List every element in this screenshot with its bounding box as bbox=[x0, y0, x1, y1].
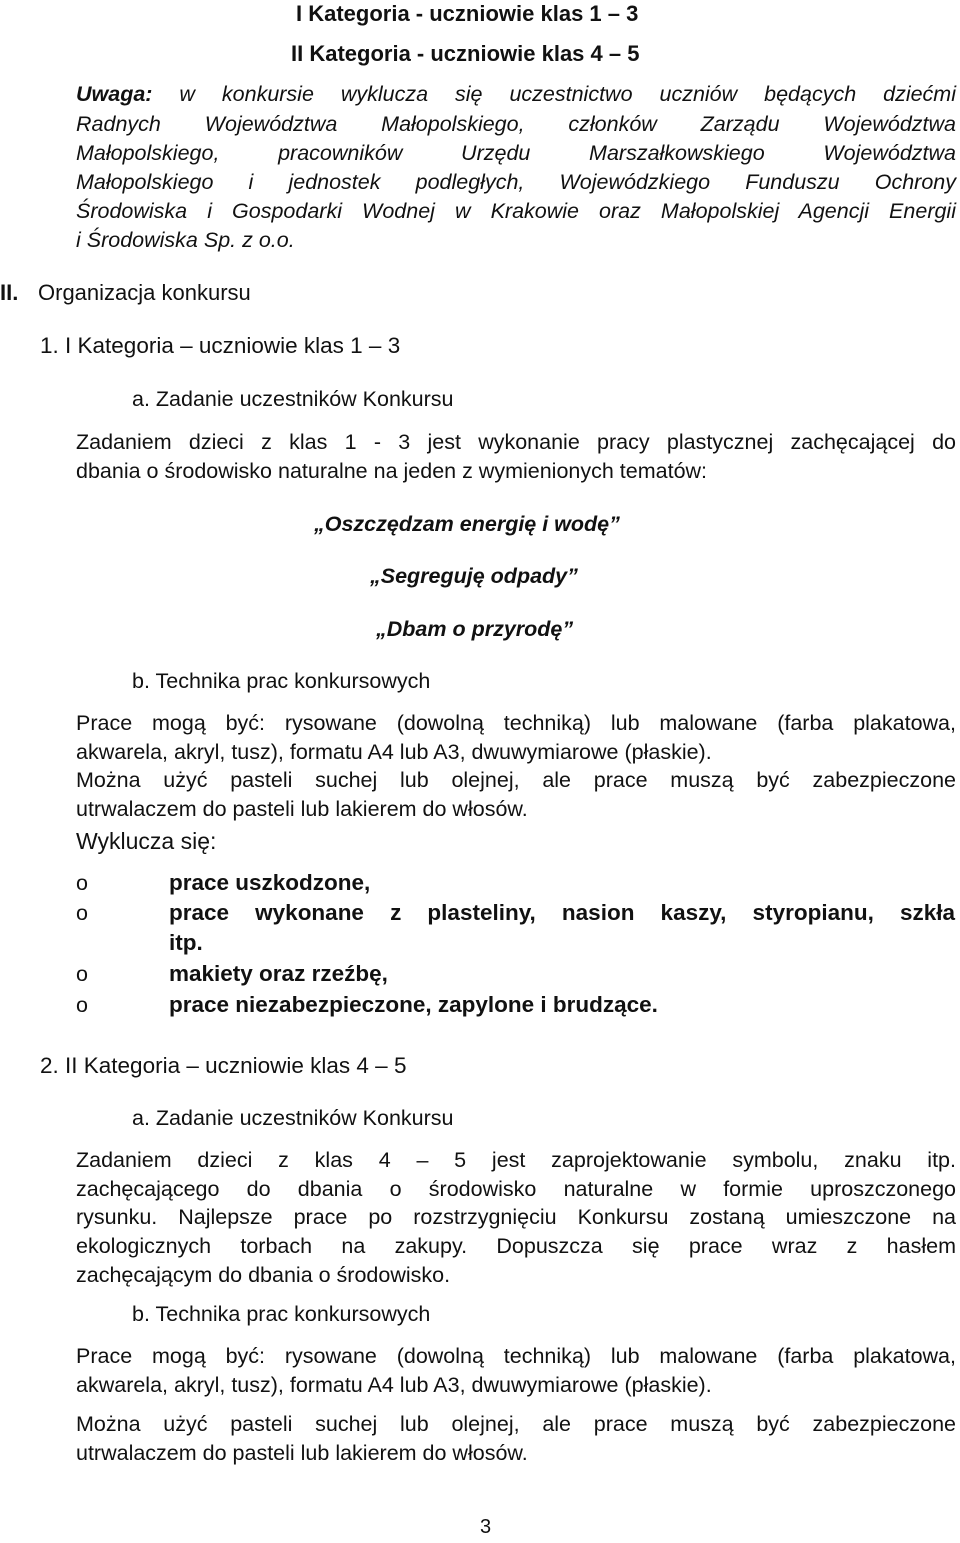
cat2-tech-line-2: akwarela, akryl, tusz), formatu A4 lub A3, dwuwymiarowe (płaskie). bbox=[76, 1373, 712, 1397]
note-line-5: Środowiska i Gospodarki Wodnej w Krakowie oraz Małopolskiej Agencji Energii bbox=[76, 199, 956, 223]
bullet-2: o bbox=[76, 901, 88, 925]
note-text-1: w konkursie wyklucza się uczestnictwo uczniów będących dziećmi bbox=[179, 82, 956, 106]
theme-2: „Segreguję odpady” bbox=[370, 564, 578, 588]
cat2-tech-heading: b. Technika prac konkursowych bbox=[132, 1302, 431, 1326]
excluded-heading: Wyklucza się: bbox=[76, 828, 217, 854]
note-line-1 bbox=[76, 84, 956, 106]
cat2-task-line-2: zachęcającego do dbania o środowisko naturalne w formie uproszczonego bbox=[76, 1177, 956, 1201]
excluded-item-2-cont: itp. bbox=[169, 930, 203, 955]
note-label: Uwaga: bbox=[76, 82, 153, 106]
theme-3: „Dbam o przyrodę” bbox=[376, 617, 574, 641]
cat2-task-heading: a. Zadanie uczestników Konkursu bbox=[132, 1106, 454, 1130]
bullet-4: o bbox=[76, 993, 88, 1017]
cat1-tech-line-4: utrwalaczem do pasteli lub lakierem do włosów. bbox=[76, 797, 528, 821]
bullet-1: o bbox=[76, 871, 88, 895]
note-line-2: Radnych Województwa Małopolskiego, członków Zarządu Województwa bbox=[76, 112, 956, 136]
cat1-tech-line-3: Można użyć pasteli suchej lub olejnej, ale prace muszą być zabezpieczone bbox=[76, 768, 956, 792]
cat2-heading: 2. II Kategoria – uczniowie klas 4 – 5 bbox=[40, 1053, 407, 1078]
cat2-tech-line-1: Prace mogą być: rysowane (dowolną techniką) lub malowane (farba plakatowa, bbox=[76, 1344, 956, 1368]
cat1-task-line-1: Zadaniem dzieci z klas 1 - 3 jest wykonanie pracy plastycznej zachęcającej do bbox=[76, 430, 956, 454]
excluded-item-4: prace niezabezpieczone, zapylone i brudzące. bbox=[169, 992, 658, 1017]
cat1-tech-line-1: Prace mogą być: rysowane (dowolną techniką) lub malowane (farba plakatowa, bbox=[76, 711, 956, 735]
note-line-3: Małopolskiego, pracowników Urzędu Marszałkowskiego Województwa bbox=[76, 141, 956, 165]
cat2-task-line-3: rysunku. Najlepsze prace po rozstrzygnięciu Konkursu zostaną umieszczone na bbox=[76, 1205, 956, 1229]
cat2-tech-line-4: utrwalaczem do pasteli lub lakierem do włosów. bbox=[76, 1441, 528, 1465]
page-number: 3 bbox=[480, 1516, 492, 1538]
theme-1: „Oszczędzam energię i wodę” bbox=[314, 512, 620, 536]
cat2-tech-line-3: Można użyć pasteli suchej lub olejnej, ale prace muszą być zabezpieczone bbox=[76, 1412, 956, 1436]
cat2-task-line-1: Zadaniem dzieci z klas 4 – 5 jest zaprojektowanie symbolu, znaku itp. bbox=[76, 1148, 956, 1172]
cat1-task-heading: a. Zadanie uczestników Konkursu bbox=[132, 387, 454, 411]
cat1-heading: 1. I Kategoria – uczniowie klas 1 – 3 bbox=[40, 333, 401, 358]
cat2-task-line-4: ekologicznych torbach na zakupy. Dopuszcza się prace wraz z hasłem bbox=[76, 1234, 956, 1258]
note-line-4: Małopolskiego i jednostek podległych, Wojewódzkiego Funduszu Ochrony bbox=[76, 170, 956, 194]
cat1-tech-line-2: akwarela, akryl, tusz), formatu A4 lub A3, dwuwymiarowe (płaskie). bbox=[76, 740, 712, 764]
cat2-task-line-5: zachęcającym do dbania o środowisko. bbox=[76, 1263, 451, 1287]
excluded-item-3: makiety oraz rzeźbę, bbox=[169, 961, 388, 986]
category-2-title: II Kategoria - uczniowie klas 4 – 5 bbox=[291, 41, 640, 66]
cat1-task-line-2: dbania o środowisko naturalne na jeden z wymienionych tematów: bbox=[76, 459, 708, 483]
excluded-item-2: prace wykonane z plasteliny, nasion kaszy, styropianu, szkła bbox=[169, 900, 955, 925]
cat1-tech-heading: b. Technika prac konkursowych bbox=[132, 669, 431, 693]
excluded-item-1: prace uszkodzone, bbox=[169, 870, 371, 895]
note-line-6: i Środowiska Sp. z o.o. bbox=[76, 228, 295, 252]
category-1-title: I Kategoria - uczniowie klas 1 – 3 bbox=[296, 1, 639, 26]
section-title: Organizacja konkursu bbox=[38, 280, 251, 305]
bullet-3: o bbox=[76, 962, 88, 986]
